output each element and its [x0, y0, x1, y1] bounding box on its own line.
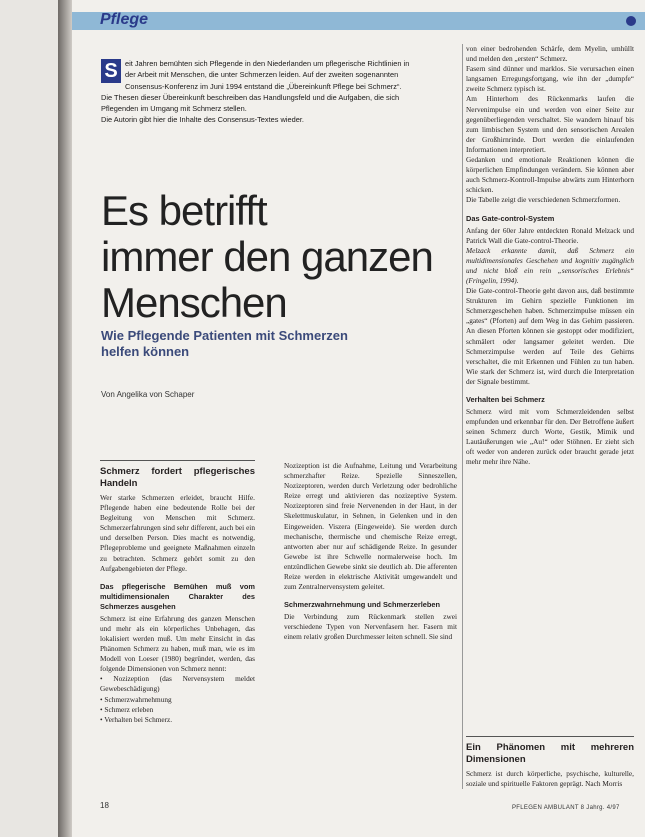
intro-paragraph-2: Die Thesen dieser Übereinkunft beschreiben das Handlungsfeld und die Aufgaben, die sich Pflegenden im Umgang mit Schmerz stellen. [101, 92, 400, 114]
col3-paragraph-3: Am Hinterhorn des Rückenmarks laufen die Nervenimpulse ein und werden von einer Seite zur gegenüberliegenden verschaltet. Sie wandern hinauf bis zum limbischen System und den sensorischen Arealen der Großhirnrinde. Dort werden die einlaufenden Informationen interpretiert. [466, 94, 634, 154]
col3-heading-2: Verhalten bei Schmerz [466, 395, 545, 404]
col2-paragraph-1: Nozizeption ist die Aufnahme, Leitung und Verarbeitung schmerzhafter Reize. Spezielle Sinneszellen, Nozizeptoren, werden durch Verletzung oder bedrohliche Reize erregt und aktivieren das nozizeptive System. Nozizeptoren sind freie Nervenenden in der Haut, in der Skelettmuskulatur, in Sehnen, in Gelenken und in den Eingeweiden. Viszera (Eingeweide). Sie werden durch mechanische, thermische und chemische Reize erregt, antworten aber nur auf schädigende Reize. In gesunder Gewebe ist ihre Schwelle normalerweise hoch. Im entzündlichen Gewebe sinkt sie deutlich ab. Die afferenten Reize werden in elektrische Aktivität umgewandelt und zum Zentralnervensystem geleitet. [284, 461, 457, 592]
section-label: Pflege [100, 11, 149, 28]
intro-paragraph-1: eit Jahren bemühten sich Pflegende in den Niederlanden um pflegerische Richtlinien in der Arbeit mit Menschen, die unter Schmerzen leiden. Auf der zweiten sogenannten Consensus-Konferenz im Juni 1994 entstand die „Übereinkunft Pflege bei Schmerz“. [125, 59, 410, 91]
list-item: • Schmerz erleben [100, 705, 255, 715]
headline-line-1: Es betrifft [101, 187, 267, 234]
headline-line-2: immer den ganzen [101, 233, 433, 280]
col3-paragraph-9: Schmerz wird mit vom Schmerzleidenden selbst empfunden und erkennbar für den. Der Betroffene äußert seinen Schmerz durch Worte, Gestik, Mimik und Lautäußerungen wie „Au!“ oder Stöhnen. Er zieht sich oft weder von anderen zurück oder braucht gerade jetzt mehr mehr ihre Nähe. [466, 407, 634, 467]
column-rule-3 [466, 736, 634, 737]
col2-paragraph-2: Die Verbindung zum Rückenmark stellen zwei verschiedene Typen von Nervenfasern her. Fasern mit einem relativ großen Durchmesser leiten schnell. Sie sind [284, 612, 457, 642]
col3-paragraph-2: Fasern sind dünner und marklos. Sie verursachen einen langsamen Erregungsfortgang, wie ihn der „dumpfe“ zweite Schmerz typisch ist. [466, 64, 634, 94]
column-2 [284, 461, 457, 643]
article-headline [101, 188, 441, 326]
page-number: 18 [100, 801, 109, 810]
section-band [72, 12, 645, 30]
col2-heading-1: Schmerzwahrnehmung und Schmerzerleben [284, 600, 441, 610]
col3-paragraph-8: Die Gate-control-Theorie geht davon aus, daß bestimmte Strukturen im Gehirn spezielle Funktionen im Schmerzgeschehen haben. Schmerzimpulse müssen ein „gates“ (Pforten) auf dem Weg in das Gehirn passieren. An diesen Pforten können sie gestoppt oder modifiziert, schmälert oder langsamer geleitet werden. Die Schmerzimpulse werden auf Teile des Gehirns verschaltet, die mit Erkennen und Fühlen zu tun haben. Wie stark der Schmerz ist, wird durch die Interpretation der Signale bestimmt. [466, 286, 634, 386]
section-dot-icon [626, 16, 636, 26]
column-divider [462, 44, 463, 789]
col3-paragraph-7: Melzack erkannte damit, daß Schmerz ein multidimensionales Geschehen und kognitiv zugänglich und nicht bloß ein rein „sensorisches Erlebnis“ (Fringelin, 1994). [466, 245, 634, 285]
page-spine-shadow [58, 0, 72, 837]
col3-paragraph-6: Anfang der 60er Jahre entdeckten Ronald Melzack und Patrick Wall die Gate-control-Theorie. [466, 225, 634, 245]
list-item: • Nozizeption (das Nervensystem meldet Gewebeschädigung) [100, 674, 255, 694]
column-1 [100, 466, 255, 725]
col3-heading-1: Das Gate-control-System [466, 213, 555, 223]
col1-heading-2: Das pflegerische Bemühen muß vom multidimensionalen Charakter des Schmerzes ausgehen [100, 581, 255, 611]
column-rule-1 [100, 460, 255, 461]
intro-paragraph-3: Die Autorin gibt hier die Inhalte des Consensus-Textes wieder. [101, 115, 304, 125]
article-subtitle: Wie Pflegende Patienten mit Schmerzen helfen können [101, 328, 348, 359]
list-item: • Schmerzwahrnehmung [100, 695, 255, 705]
col3b-heading: Ein Phänomen mit mehreren Dimensionen [466, 742, 634, 765]
col1-heading-1: Schmerz fordert pflegerisches Handeln [100, 466, 255, 489]
column-3-box [466, 742, 634, 789]
column-3 [466, 44, 634, 468]
col1-paragraph-1: Wer starke Schmerzen erleidet, braucht Hilfe. Pflegende haben eine bedeutende Rolle bei der Begleitung von Menschen mit Schmerz. Schmerzerfahrungen sind sehr different, auch bei ein und derselben Person. Dies macht es notwendig, Pflegeprobleme und geeignete Maßnahmen einzeln zu betrachten. Schmerz gehört somit zu den Aufgabengebieten der Pflege. [100, 493, 255, 573]
footer-imprint: PFLEGEN AMBULANT 8 Jahrg. 4/97 [512, 805, 620, 811]
col3-paragraph-4: Gedanken und emotionale Reaktionen können die körperlichen Empfindungen verändern. Sie können aber auch Schmerz-Kontroll-Impulse abwärts zum Hinterhorn schicken. [466, 155, 634, 195]
col3b-paragraph: Schmerz ist durch körperliche, psychische, kulturelle, soziale und spirituelle Faktoren geprägt. Nach Morris [466, 769, 634, 789]
dropcap-letter: S [101, 59, 121, 83]
list-item: • Verhalten bei Schmerz. [100, 715, 255, 725]
dimension-list [100, 674, 255, 724]
intro-text [101, 58, 421, 126]
col1-paragraph-2: Schmerz ist eine Erfahrung des ganzen Menschen und mehr als ein körperliches Unbehagen, das lokalisiert werden muß. Um mehr Einsicht in das Phänomen Schmerz zu haben, muß man, wie es im Modell von Loeser (1980) begründet, werden, das folgende Dimensionen von Schmerz nennt: [100, 613, 255, 674]
col3-paragraph-5: Die Tabelle zeigt die verschiedenen Schmerzformen. [466, 195, 621, 205]
headline-line-3: Menschen [101, 279, 287, 326]
author-byline: Von Angelika von Schaper [101, 390, 195, 399]
col3-paragraph-1: von einer bedrohenden Schärfe, dem Myelin, umhüllt und melden den „ersten“ Schmerz. [466, 44, 634, 64]
